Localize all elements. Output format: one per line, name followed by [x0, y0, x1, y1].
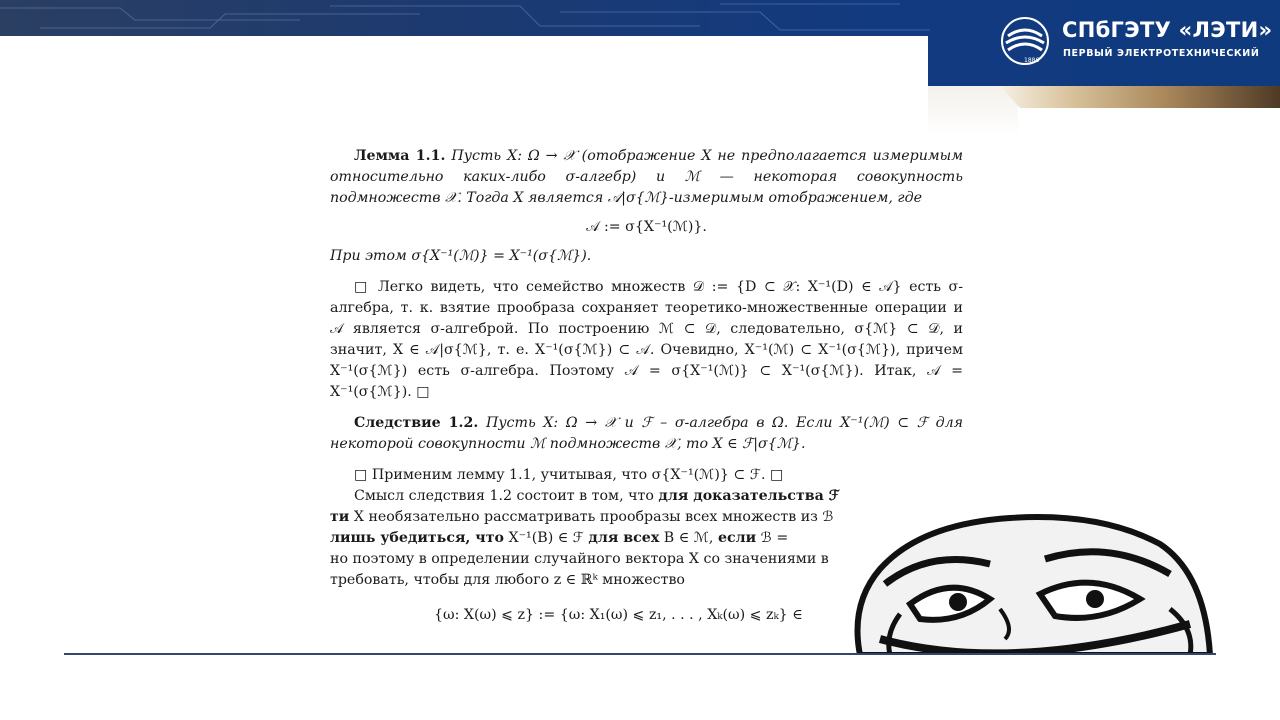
- brand-subtitle: ПЕРВЫЙ ЭЛЕКТРОТЕХНИЧЕСКИЙ: [1063, 48, 1260, 59]
- lemma-after: При этом σ{X⁻¹(ℳ)} = X⁻¹(σ{ℳ}).: [330, 248, 592, 264]
- university-emblem-icon: [1000, 16, 1050, 66]
- decor-fade: [928, 86, 1018, 136]
- troll-face-overlay: [840, 514, 1220, 655]
- lemma-formula: 𝒜 := σ{X⁻¹(ℳ)}.: [586, 219, 707, 235]
- proof-2: □ Применим лемму 1.1, учитывая, что σ{X⁻¹(ℳ)} ⊂ ℱ. □: [354, 467, 784, 483]
- proof-1: □ Легко видеть, что семейство множеств 𝒟 := {D ⊂ 𝒳: X⁻¹(D) ∈ 𝒜} есть σ-алгебра, т. к. взятие прообраза сохраняет теоретико-множественные операции и 𝒜 является σ-алгеброй. По построению ℳ ⊂ 𝒟, следовательно, σ{ℳ} ⊂ 𝒟, и значит, X ∈ 𝒜|σ{ℳ}, т. е. X⁻¹(σ{ℳ}) ⊂ 𝒜. Очевидно, X⁻¹(ℳ) ⊂ X⁻¹(σ{ℳ}), причем X⁻¹(σ{ℳ}) есть σ-алгебра. Поэтому 𝒜 = σ{X⁻¹(ℳ)} ⊂ X⁻¹(σ{ℳ}). Итак, 𝒜 = X⁻¹(σ{ℳ}). □: [330, 279, 963, 400]
- meaning-line-2: ти X необязательно рассматривать прообразы всех множеств из ℬ: [330, 509, 834, 525]
- lemma-text: Пусть X: Ω → 𝒳 (отображение X не предполагается измеримым относительно каких-либо σ-алгебр) и ℳ — некоторая совокупность подмножеств 𝒳. Тогда X является 𝒜|σ{ℳ}-измеримым отображением, где: [330, 148, 963, 206]
- corollary-text: Пусть X: Ω → 𝒳 и ℱ – σ-алгебра в Ω. Если X⁻¹(ℳ) ⊂ ℱ для некоторой совокупности ℳ подмножеств 𝒳, то X ∈ ℱ|σ{ℳ}.: [330, 415, 963, 452]
- brand-title: СПбГЭТУ «ЛЭТИ»: [1062, 18, 1273, 42]
- meaning-line-5: требовать, чтобы для любого z ∈ ℝᵏ множество: [330, 572, 685, 588]
- lemma-paragraph: [330, 146, 963, 209]
- logo-year: 1886: [1024, 57, 1040, 64]
- corollary-label: Следствие 1.2.: [354, 415, 479, 431]
- gold-stripe: [1000, 86, 1280, 108]
- circuit-pattern-icon: [0, 0, 930, 36]
- meaning-line-4: но поэтому в определении случайного вектора X со значениями в: [330, 551, 829, 567]
- corollary-paragraph: [330, 413, 963, 455]
- meaning-line-3: лишь убедиться, что X⁻¹(B) ∈ ℱ для всех B ∈ ℳ, если ℬ =: [330, 530, 789, 546]
- lemma-label: Лемма 1.1.: [354, 148, 446, 164]
- meaning-line-1: Смысл следствия 1.2 состоит в том, что для доказательства ℱ: [354, 488, 840, 504]
- troll-face-icon: [840, 514, 1220, 655]
- bottom-separator: [64, 653, 1216, 655]
- content-panel-top: [0, 36, 928, 136]
- formula-2: {ω: X(ω) ⩽ z} := {ω: X₁(ω) ⩽ z₁, . . . , Xₖ(ω) ⩽ zₖ} ∈: [434, 607, 803, 623]
